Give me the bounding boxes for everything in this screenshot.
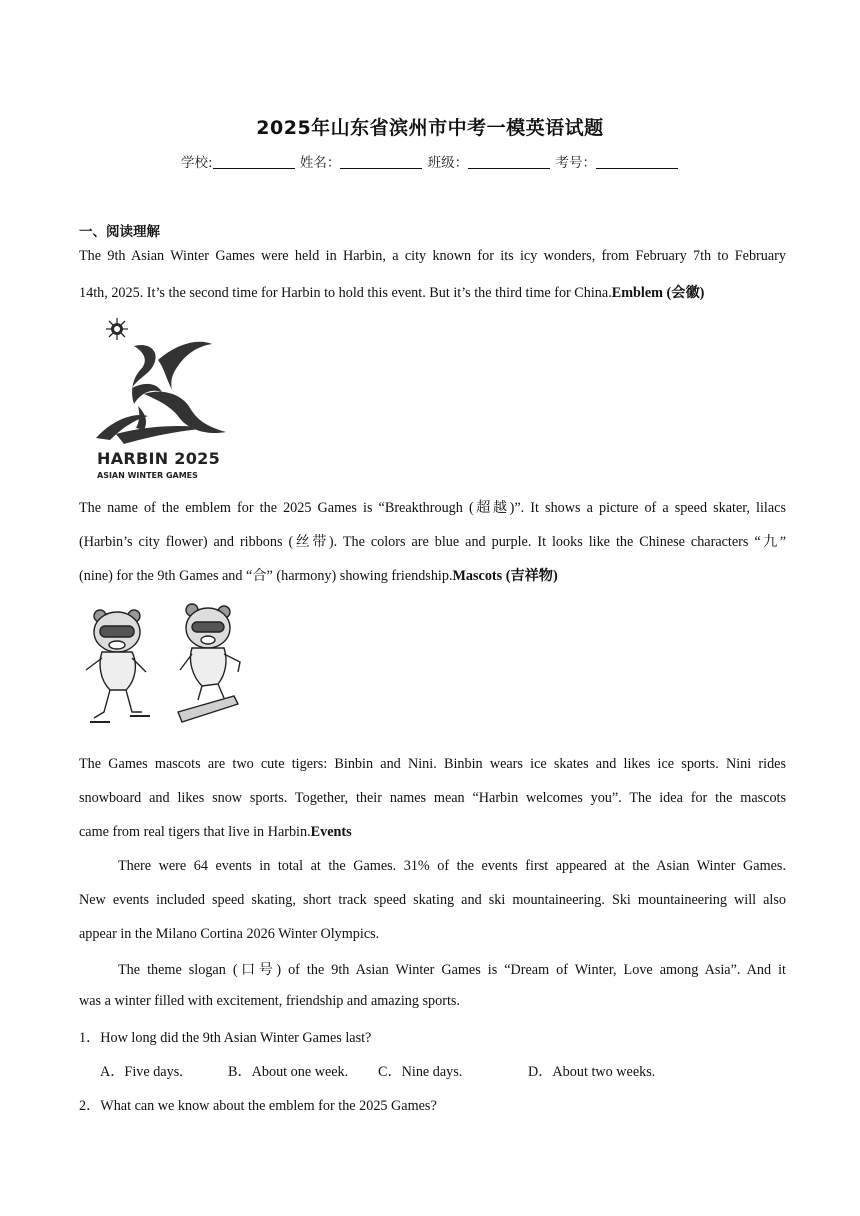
question-1 (79, 1027, 371, 1047)
class-blank[interactable] (468, 155, 550, 169)
name-blank[interactable] (340, 155, 422, 169)
paragraph-2-line-3 (79, 565, 558, 585)
paragraph-2-line-1: The name of the emblem for the 2025 Games is “Breakthrough (超越)”. It shows a picture of a speed skater, lilacs (79, 500, 786, 516)
paragraph-3-line-1: The Games mascots are two cute tigers: Binbin and Nini. Binbin wears ice skates and likes ice sports. Nini rides (79, 756, 786, 772)
mascots-heading: Mascots (吉祥物) (452, 568, 558, 584)
school-blank[interactable] (213, 155, 295, 169)
paragraph-2-line-2: (Harbin’s city flower) and ribbons (丝带). The colors are blue and purple. It looks like the Chinese characters “九” (79, 534, 786, 550)
paragraph-1-line-2 (79, 282, 704, 302)
paragraph-4-line-3: appear in the Milano Cortina 2026 Winter Olympics. (79, 926, 380, 942)
speed-skater-graphic (96, 342, 226, 444)
paragraph-5-line-1: The theme slogan (口号) of the 9th Asian Winter Games is “Dream of Winter, Love among Asia”. And it (118, 962, 786, 978)
emblem-logo-text: HARBIN 2025 (97, 449, 221, 468)
section-title: 一、阅读理解 (79, 224, 160, 240)
exam-number-blank[interactable] (596, 155, 678, 169)
question-1-option-a[interactable]: A．Five days. (100, 1064, 183, 1080)
question-1-option-d[interactable]: D．About two weeks. (528, 1064, 656, 1080)
question-2-text: What can we know about the emblem for the 2025 Games? (100, 1098, 437, 1114)
events-heading: Events (310, 824, 352, 840)
question-1-number: 1． (79, 1030, 101, 1046)
student-info-line (0, 151, 860, 171)
question-1-option-c[interactable]: C．Nine days. (378, 1064, 463, 1080)
binbin-mascot (86, 610, 150, 722)
mascots-image (80, 600, 250, 736)
paragraph-3-line-2: snowboard and likes snow sports. Together, their names mean “Harbin welcomes you”. The idea for the mascots (79, 790, 786, 806)
paragraph-3-line-3 (79, 824, 352, 841)
school-label: 学校: (181, 155, 213, 171)
emblem-heading: Emblem (会徽) (611, 285, 705, 301)
question-2 (79, 1095, 437, 1115)
question-1-text: How long did the 9th Asian Winter Games last? (100, 1030, 372, 1046)
paragraph-1-text: 14th, 2025. It’s the second time for Harbin to hold this event. But it’s the third time for China. (79, 285, 612, 301)
paragraph-5-line-2: was a winter filled with excitement, friendship and amazing sports. (79, 993, 460, 1009)
question-2-number: 2． (79, 1098, 101, 1114)
emblem-logo-subtext: ASIAN WINTER GAMES (97, 471, 198, 480)
name-label: 姓名： (299, 155, 341, 171)
class-label: 班级： (427, 155, 469, 171)
emblem-image (86, 316, 236, 482)
exam-number-label: 考号： (555, 155, 596, 171)
paragraph-1-line-1: The 9th Asian Winter Games were held in Harbin, a city known for its icy wonders, from February 7th to February (79, 248, 786, 264)
nini-mascot (178, 604, 240, 722)
page-title: 2025年山东省滨州市中考一模英语试题 (256, 117, 604, 139)
question-1-option-b[interactable]: B．About one week. (228, 1064, 349, 1080)
paragraph-4-line-1: There were 64 events in total at the Games. 31% of the events first appeared at the Asian Winter Games. (118, 858, 786, 874)
paragraph-3-text: came from real tigers that live in Harbin. (79, 824, 311, 840)
paragraph-2-text: (nine) for the 9th Games and “合” (harmony) showing friendship. (79, 568, 453, 584)
sun-icon (106, 318, 128, 340)
paragraph-4-line-2: New events included speed skating, short track speed skating and ski mountaineering. Ski mountaineering will also (79, 892, 786, 908)
